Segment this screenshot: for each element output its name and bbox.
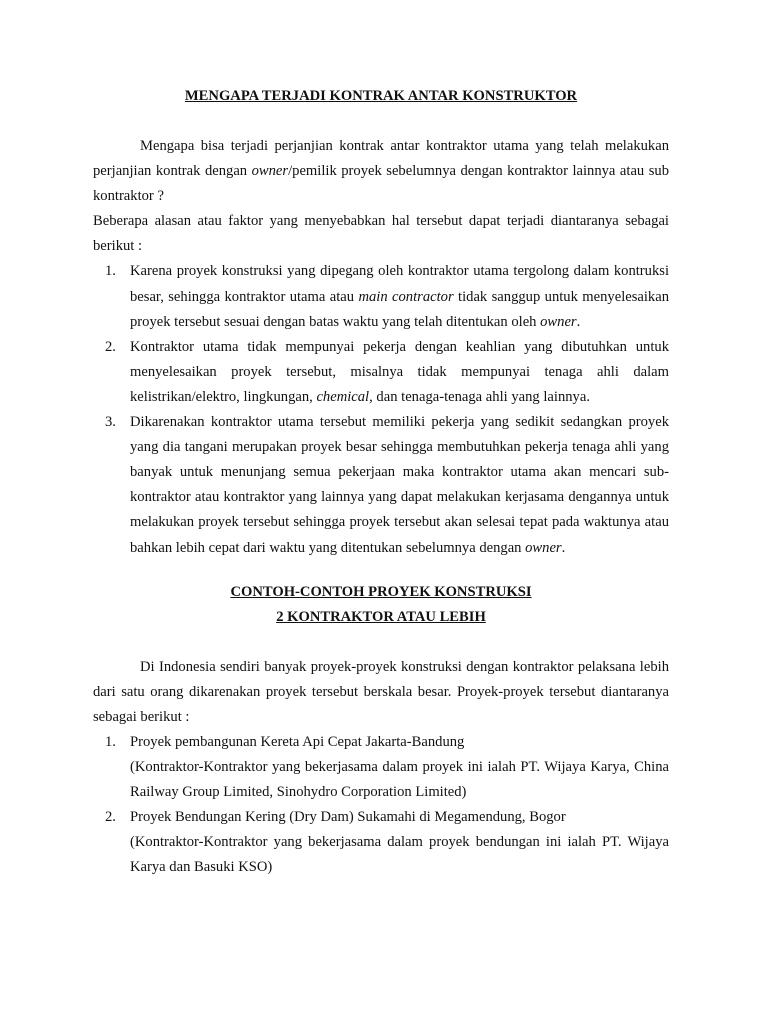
section2-title-line1: CONTOH-CONTOH PROYEK KONSTRUKSI [230,583,532,600]
reason-term: chemical [316,388,370,405]
reason-item-2 [93,335,669,410]
reason-term: owner [540,313,577,330]
reason-number: 1. [105,263,116,280]
project-item-2 [93,805,669,880]
intro-text-b: /pemilik proyek sebelumnya dengan kontraktor lainnya atau sub kontraktor ? [93,163,669,205]
reason-item-3 [93,410,669,561]
reasons-list [93,259,669,560]
reason-number: 3. [105,414,116,431]
project-item-1 [93,730,669,805]
intro-paragraph [93,134,669,209]
reason-item-1 [93,259,669,334]
reason-text: Dikarenakan kontraktor utama tersebut memiliki pekerja yang sedikit sedangkan proyek yang dia tangani merupakan proyek besar sehingga membutuhkan pekerja tenaga ahli yang banyak untuk menunjang semua pekerjaan maka kontraktor utama akan mencari sub-kontraktor atau kontraktor yang lainnya yang dapat melakukan kerjasama dengannya untuk melakukan proyek tersebut sehingga proyek tersebut akan selesai tepat pada waktunya atau bahkan lebih cepat dari waktu yang ditentukan sebelumnya dengan [130,414,669,556]
spacer [93,630,669,655]
reason-text: . [561,539,566,556]
reason-text: Kontraktor utama tidak mempunyai pekerja dengan keahlian yang dibutuhkan untuk menyelesaikan proyek tersebut, misalnya tidak mempunyai tenaga ahli dalam kelistrikan/elektro, lingkungan, [130,338,669,405]
intro-text-a: Mengapa bisa terjadi perjanjian kontrak antar kontraktor utama yang telah melakukan perjanjian kontrak dengan [93,138,669,180]
project-detail: (Kontraktor-Kontraktor yang bekerjasama dalam proyek bendungan ini ialah PT. Wijaya Karya dan Basuki KSO) [130,834,669,876]
spacer [93,561,669,580]
reason-text: , dan tenaga-tenaga ahli yang lainnya. [369,388,590,405]
project-detail: (Kontraktor-Kontraktor yang bekerjasama dalam proyek ini ialah PT. Wijaya Karya, China Railway Group Limited, Sinohydro Corporation Limited) [130,758,669,801]
reason-number: 2. [105,338,116,355]
projects-list [93,730,669,881]
reason-term: owner [525,539,562,556]
reason-text: . [576,313,581,330]
reason-term: main contractor [358,288,454,305]
project-name: Proyek Bendungan Kering (Dry Dam) Sukamahi di Megamendung, Bogor [130,809,566,826]
section2-intro-paragraph: Di Indonesia sendiri banyak proyek-proyek konstruksi dengan kontraktor pelaksana lebih dari satu orang dikarenakan proyek tersebut berskala besar. Proyek-proyek tersebut diantaranya sebagai berikut : [93,658,669,725]
intro-owner-term: owner [251,163,289,180]
document-title: MENGAPA TERJADI KONTRAK ANTAR KONSTRUKTOR [184,88,578,104]
spacer [93,109,669,134]
reason-text: tidak sanggup untuk menyelesaikan proyek tersebut sesuai dengan batas waktu yang telah ditentukan oleh [130,288,670,330]
project-number: 1. [105,733,116,750]
reasons-intro-paragraph: Beberapa alasan atau faktor yang menyebabkan hal tersebut dapat terjadi diantaranya sebagai berikut : [93,213,669,255]
project-name: Proyek pembangunan Kereta Api Cepat Jakarta-Bandung [130,733,465,750]
document-page [93,84,669,880]
section2-title-line2: 2 KONTRAKTOR ATAU LEBIH [276,608,486,625]
reason-text: Karena proyek konstruksi yang dipegang oleh kontraktor utama tergolong dalam kontruksi besar, sehingga kontraktor utama atau [130,263,669,305]
project-number: 2. [105,809,116,826]
